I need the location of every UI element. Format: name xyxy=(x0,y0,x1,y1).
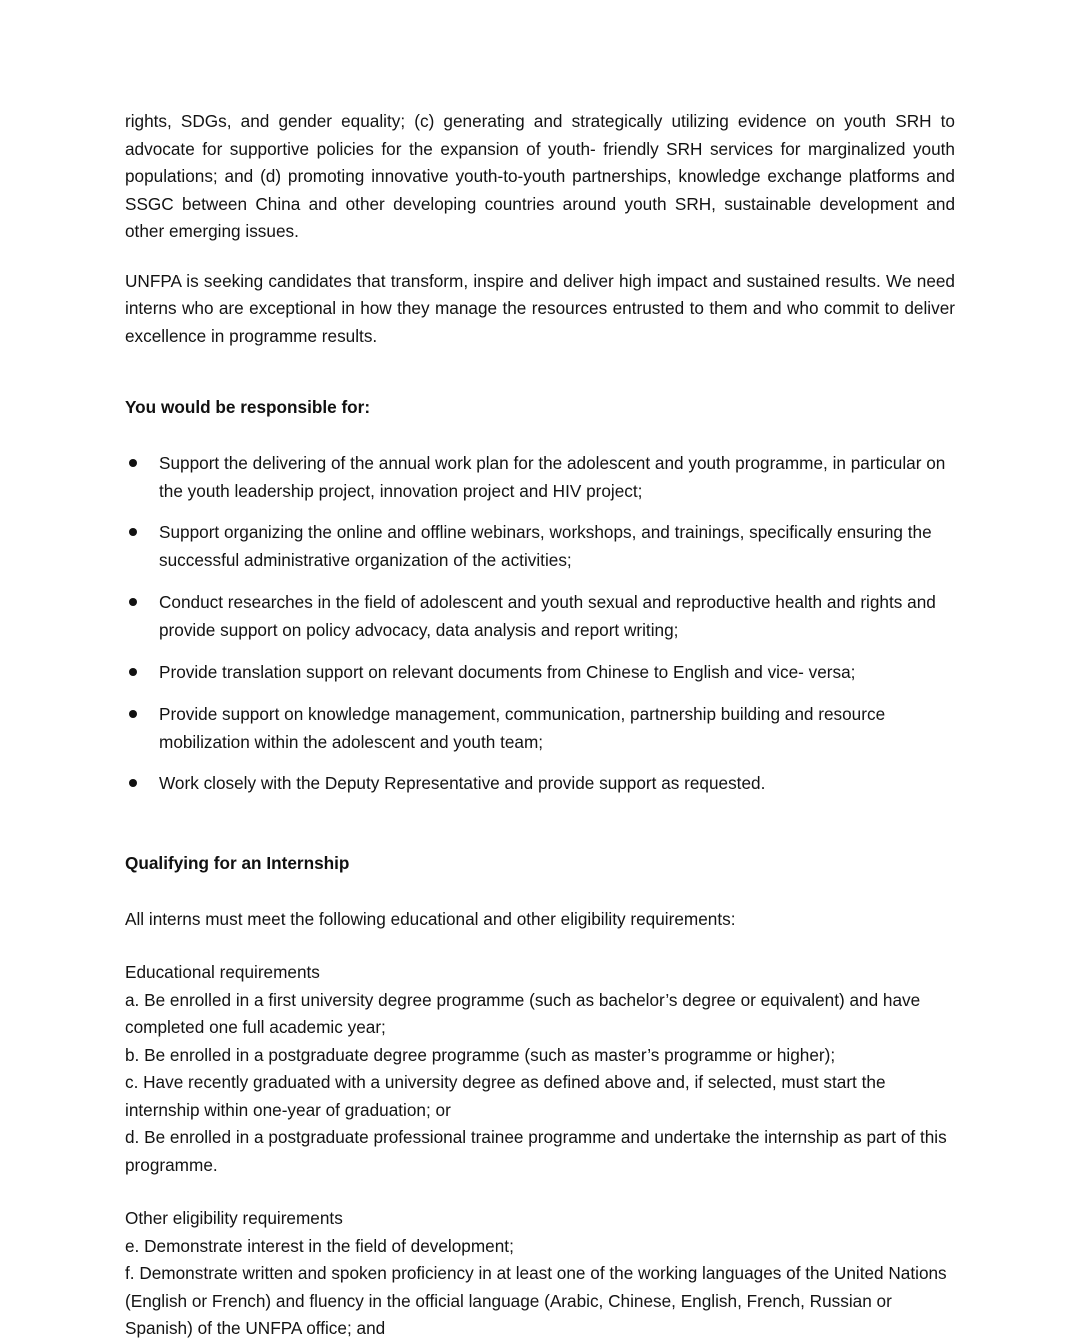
spacer xyxy=(125,436,955,450)
other-eligibility-block xyxy=(125,1205,955,1343)
bullet-icon xyxy=(129,598,137,606)
list-item xyxy=(125,589,955,645)
spacer xyxy=(125,812,955,850)
list-item xyxy=(125,659,955,687)
list-item-text: Provide translation support on relevant documents from Chinese to English and vice- versa; xyxy=(159,661,856,682)
requirement-item-a: a. Be enrolled in a first university degree programme (such as bachelor’s degree or equivalent) and have completed one full academic year; xyxy=(125,989,921,1038)
spacer xyxy=(125,380,955,394)
list-item xyxy=(125,701,955,757)
responsibilities-list xyxy=(125,450,955,799)
educational-requirements-block xyxy=(125,959,955,1179)
list-item-text: Work closely with the Deputy Representative and provide support as requested. xyxy=(159,773,766,794)
requirement-item-c: c. Have recently graduated with a university degree as defined above and, if selected, must start the internship within one-year of graduation; or xyxy=(125,1072,886,1120)
heading-qualifying: Qualifying for an Internship xyxy=(125,853,350,874)
paragraph-seeking-candidates: UNFPA is seeking candidates that transform, inspire and deliver high impact and sustained results. We need interns who are exceptional in how they manage the resources entrusted to them and who commit to deliver excellence in programme results. xyxy=(125,270,955,346)
requirement-item-f: f. Demonstrate written and spoken proficiency in at least one of the working languages of the United Nations (English or French) and fluency in the official language (Arabic, Chinese, English, French, Russian or Spanish) of the UNFPA office; and xyxy=(125,1263,947,1339)
requirement-item-d: d. Be enrolled in a postgraduate professional trainee programme and undertake the internship as part of this programme. xyxy=(125,1127,947,1175)
list-item-text: Support organizing the online and offline webinars, workshops, and trainings, specifically ensuring the successful administrative organization of the activities; xyxy=(159,522,932,571)
list-item-text: Support the delivering of the annual work plan for the adolescent and youth programme, in particular on the youth leadership project, innovation project and HIV project; xyxy=(159,452,946,501)
subheading-educational-requirements: Educational requirements xyxy=(125,962,320,983)
list-item xyxy=(125,519,955,575)
bullet-icon xyxy=(129,710,137,718)
list-item xyxy=(125,770,955,798)
spacer xyxy=(125,933,955,959)
requirement-item-e: e. Demonstrate interest in the field of development; xyxy=(125,1235,514,1256)
spacer xyxy=(125,892,955,906)
bullet-icon xyxy=(129,668,137,676)
bullet-icon xyxy=(129,528,137,536)
list-item-text: Provide support on knowledge management, communication, partnership building and resource mobilization within the adolescent and youth team; xyxy=(159,703,886,752)
heading-responsibilities: You would be responsible for: xyxy=(125,397,371,418)
list-item-text: Conduct researches in the field of adolescent and youth sexual and reproductive health and rights and provide support on policy advocacy, data analysis and report writing; xyxy=(159,592,936,640)
bullet-icon xyxy=(129,779,137,787)
spacer xyxy=(125,1179,955,1205)
subheading-other-eligibility: Other eligibility requirements xyxy=(125,1208,343,1229)
requirement-item-b: b. Be enrolled in a postgraduate degree programme (such as master’s programme or higher); xyxy=(125,1044,836,1065)
list-item xyxy=(125,450,955,506)
bullet-icon xyxy=(129,459,137,467)
document-body xyxy=(125,108,955,1343)
paragraph-intro: rights, SDGs, and gender equality; (c) generating and strategically utilizing evidence on youth SRH to advocate for supportive policies for the expansion of youth- friendly SRH services for marginalized youth populations; and (d) promoting innovative youth-to-youth partnerships, knowledge exchange platforms and SSGC between China and other developing countries around youth SRH, sustainable development and other emerging issues. xyxy=(125,111,955,242)
paragraph-qualifying-lead: All interns must meet the following educational and other eligibility requirements: xyxy=(125,908,736,929)
